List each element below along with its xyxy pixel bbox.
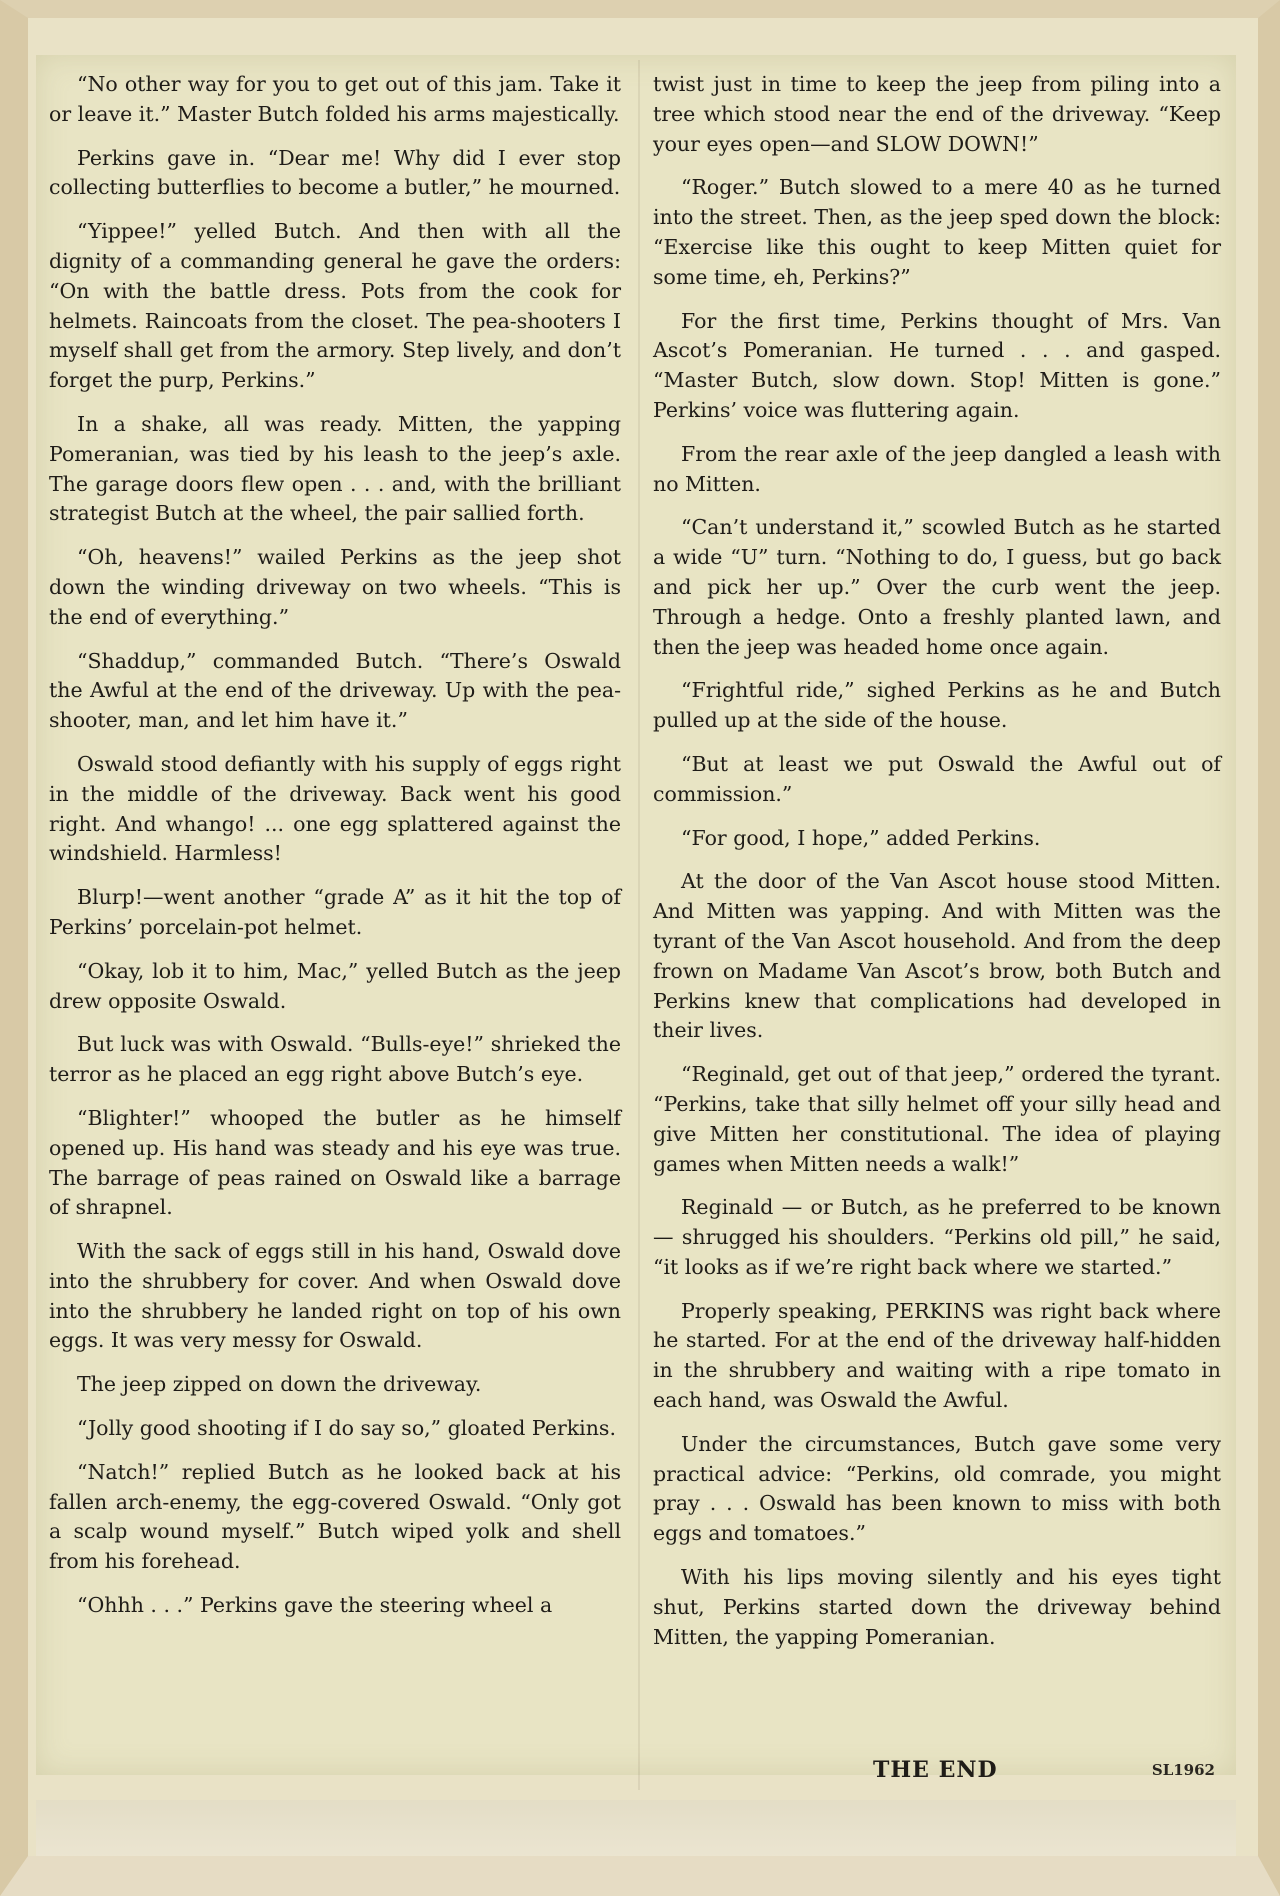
- paragraph: “Yippee!” yelled Butch. And then with all the dignity of a commanding general he gave the orders: “On with the battle dress. Pots from the cook for helmets. Raincoats from the closet. The pea-shooters I myself shall get from the armory. Step lively, and don’t forget the purp, Perkins.”: [49, 219, 621, 393]
- paragraph: For the first time, Perkins thought of Mrs. Van Ascot’s Pomeranian. He turned . . . and gasped. “Master Butch, slow down. Stop! Mitten is gone.” Perkins’ voice was fluttering again.: [653, 308, 1221, 422]
- paragraph: “Natch!” replied Butch as he looked back at his fallen arch-enemy, the egg-covered Oswald. “Only got a scalp wound myself.” Butch wiped yolk and shell from his forehead.: [49, 1459, 621, 1574]
- paragraph: “For good, I hope,” added Perkins.: [681, 825, 1041, 850]
- paragraph: From the rear axle of the jeep dangled a leash with no Mitten.: [653, 441, 1221, 496]
- paragraph: “But at least we put Oswald the Awful out of commission.”: [653, 751, 1221, 806]
- paragraph: “Oh, heavens!” wailed Perkins as the jeep shot down the winding driveway on two wheels. “This is the end of everything.”: [49, 545, 621, 629]
- right-column: [653, 70, 1221, 1666]
- paragraph: Perkins gave in. “Dear me! Why did I ever stop collecting butterflies to become a butler,” he mourned.: [49, 145, 621, 200]
- paragraph: Oswald stood defiantly with his supply of eggs right in the middle of the driveway. Back went his good right. And whango! ... one egg splattered against the windshield. Harmless!: [49, 751, 621, 866]
- paragraph: “Ohhh . . .” Perkins gave the steering wheel a: [77, 1593, 553, 1618]
- paragraph: “Roger.” Butch slowed to a mere 40 as he turned into the street. Then, as the jeep sped down the block: “Exercise like this ought to keep Mitten quiet for some time, eh, Perkins?”: [653, 175, 1221, 289]
- paragraph: “Reginald, get out of that jeep,” ordered the tyrant. “Perkins, take that silly helmet off your silly head and give Mitten her constitutional. The idea of playing games when Mitten needs a walk!”: [653, 1062, 1221, 1176]
- paragraph: “Shaddup,” commanded Butch. “There’s Oswald the Awful at the end of the driveway. Up with the pea-shooter, man, and let him have it.”: [49, 648, 621, 733]
- column-divider: [638, 60, 640, 1790]
- story-code: SL1962: [1151, 1761, 1215, 1779]
- bottom-margin: [36, 1800, 1236, 1860]
- paragraph: “Frightful ride,” sighed Perkins as he and Butch pulled up at the side of the house.: [653, 678, 1221, 733]
- paragraph: With his lips moving silently and his eyes tight shut, Perkins started down the driveway behind Mitten, the yapping Pomeranian.: [653, 1565, 1221, 1649]
- paragraph: Under the circumstances, Butch gave some very practical advice: “Perkins, old comrade, you might pray . . . Oswald has been known to miss with both eggs and tomatoes.”: [653, 1431, 1221, 1546]
- paragraph: “Jolly good shooting if I do say so,” gloated Perkins.: [77, 1416, 616, 1441]
- paragraph: At the door of the Van Ascot house stood Mitten. And Mitten was yapping. And with Mitten was the tyrant of the Van Ascot household. And from the deep frown on Madame Van Ascot’s brow, both Butch and Perkins knew that complications had developed in their lives.: [653, 869, 1221, 1043]
- paragraph: “Can’t understand it,” scowled Butch as he started a wide “U” turn. “Nothing to do, I guess, but go back and pick her up.” Over the curb went the jeep. Through a hedge. Onto a freshly planted lawn, and then the jeep was headed home once again.: [653, 515, 1221, 659]
- paragraph: “Okay, lob it to him, Mac,” yelled Butch as the jeep drew opposite Oswald.: [49, 958, 621, 1013]
- paragraph: Blurp!—went another “grade A” as it hit the top of Perkins’ porcelain-pot helmet.: [49, 885, 621, 939]
- paragraph: Properly speaking, PERKINS was right back where he started. For at the end of the driveway half-hidden in the shrubbery and waiting with a ripe tomato in each hand, was Oswald the Awful.: [653, 1298, 1221, 1413]
- paragraph: “No other way for you to get out of this jam. Take it or leave it.” Master Butch folded his arms majestically.: [49, 72, 621, 126]
- story-footer: [653, 1757, 1221, 1791]
- left-column: [49, 70, 621, 1635]
- paragraph: With the sack of eggs still in his hand, Oswald dove into the shrubbery for cover. And when Oswald dove into the shrubbery he landed right on top of his own eggs. It was very messy for Oswald.: [49, 1239, 621, 1353]
- paragraph: Reginald — or Butch, as he preferred to be known — shrugged his shoulders. “Perkins old pill,” he said, “it looks as if we’re right back where we started.”: [653, 1195, 1221, 1279]
- paragraph: twist just in time to keep the jeep from piling into a tree which stood near the end of the driveway. “Keep your eyes open—and SLOW DOWN!”: [653, 72, 1221, 156]
- paragraph: In a shake, all was ready. Mitten, the yapping Pomeranian, was tied by his leash to the jeep’s axle. The garage doors flew open . . . and, with the brilliant strategist Butch at the wheel, the pair sallied forth.: [49, 411, 621, 526]
- the-end-label: THE END: [873, 1757, 998, 1783]
- paragraph: “Blighter!” whooped the butler as he himself opened up. His hand was steady and his eye was true. The barrage of peas rained on Oswald like a barrage of shrapnel.: [49, 1105, 621, 1220]
- paragraph: But luck was with Oswald. “Bulls-eye!” shrieked the terror as he placed an egg right above Butch’s eye.: [49, 1032, 621, 1087]
- paragraph: The jeep zipped on down the driveway.: [77, 1372, 482, 1397]
